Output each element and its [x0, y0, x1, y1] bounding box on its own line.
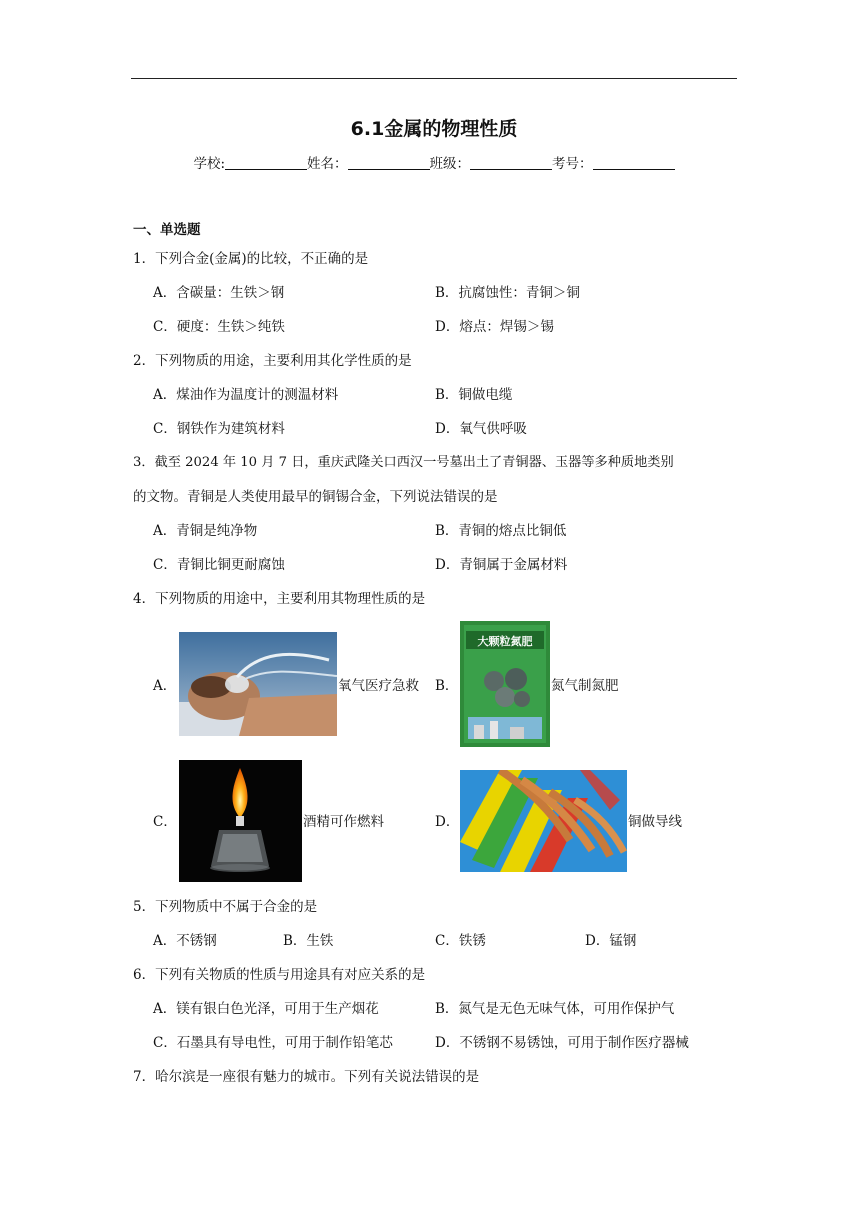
q6-stem: 6．下列有关物质的性质与用途具有对应关系的是 — [133, 967, 426, 983]
class-blank — [470, 155, 552, 170]
q1-option-c: C．硬度：生铁＞纯铁 — [153, 319, 285, 335]
q5-option-a: A．不锈钢 — [153, 933, 217, 949]
q2-option-c: C．钢铁作为建筑材料 — [153, 421, 285, 437]
name-blank — [348, 155, 430, 170]
q5-option-c: C．铁锈 — [435, 933, 486, 949]
q4-option-d-text: 铜做导线 — [628, 814, 682, 830]
q6-option-c: C．石墨具有导电性，可用于制作铅笔芯 — [153, 1035, 393, 1051]
q2-option-b: B．铜做电缆 — [435, 387, 513, 403]
q6-option-d: D．不锈钢不易锈蚀，可用于制作医疗器械 — [435, 1035, 689, 1051]
q2-stem: 2．下列物质的用途，主要利用其化学性质的是 — [133, 353, 412, 369]
student-info-line — [0, 152, 868, 172]
nitrogen-fertilizer-bag-image — [460, 621, 550, 747]
q5-option-d: D．锰钢 — [585, 933, 637, 949]
class-label: 班级： — [429, 156, 471, 172]
fertilizer-bag-label: 大颗粒氮肥 — [477, 635, 533, 648]
q3-option-a: A．青铜是纯净物 — [153, 523, 258, 539]
alcohol-lamp-illustration — [179, 760, 302, 882]
oxygen-mask-patient-image — [179, 632, 337, 736]
q2-option-a: A．煤油作为温度计的测温材料 — [153, 387, 339, 403]
q1-stem: 1．下列合金(金属)的比较，不正确的是 — [133, 251, 369, 267]
q3-option-c: C．青铜比铜更耐腐蚀 — [153, 557, 285, 573]
q3-stem-line1: 3．截至 2024 年 10 月 7 日，重庆武隆关口西汉一号墓出土了青铜器、玉器等多种质地类别 — [133, 455, 674, 470]
school-blank — [225, 155, 307, 170]
q4-option-a-letter: A． — [153, 678, 177, 694]
q4-option-b-text: 氮气制氮肥 — [551, 678, 619, 694]
page-title: 6.1金属的物理性质 — [350, 118, 518, 140]
q5-stem: 5．下列物质中不属于合金的是 — [133, 899, 318, 915]
name-label: 姓名： — [307, 156, 348, 172]
alcohol-lamp-image — [179, 760, 302, 882]
q1-option-a: A．含碳量：生铁＞钢 — [153, 285, 285, 301]
q2-option-d: D．氧气供呼吸 — [435, 421, 527, 437]
copper-wire-illustration — [460, 770, 627, 872]
header-rule — [131, 78, 737, 79]
exam-no-blank — [593, 155, 675, 170]
q3-stem-line2: 的文物。青铜是人类使用最早的铜锡合金，下列说法错误的是 — [133, 489, 498, 505]
q3-option-d: D．青铜属于金属材料 — [435, 557, 568, 573]
q6-option-a: A．镁有银白色光泽，可用于生产烟花 — [153, 1001, 379, 1017]
q1-option-b: B．抗腐蚀性：青铜＞铜 — [435, 285, 580, 301]
q4-option-c-letter: C． — [153, 814, 177, 830]
school-label: 学校: — [193, 156, 226, 172]
q1-option-d: D．熔点：焊锡＞锡 — [435, 319, 554, 335]
copper-wire-image — [460, 770, 627, 872]
q5-option-b: B．生铁 — [283, 933, 334, 949]
oxygen-mask-illustration — [179, 632, 337, 736]
exam-no-label: 考号： — [552, 156, 593, 172]
q6-option-b: B．氮气是无色无味气体，可用作保护气 — [435, 1001, 675, 1017]
q4-stem: 4．下列物质的用途中，主要利用其物理性质的是 — [133, 591, 426, 607]
q7-stem: 7．哈尔滨是一座很有魅力的城市。下列有关说法错误的是 — [133, 1069, 480, 1085]
section-title: 一、单选题 — [133, 222, 201, 238]
q4-option-d-letter: D． — [435, 814, 460, 830]
q4-option-b-letter: B． — [435, 678, 459, 694]
q4-option-a-text: 氧气医疗急救 — [338, 678, 419, 694]
q3-option-b: B．青铜的熔点比铜低 — [435, 523, 567, 539]
q4-option-c-text: 酒精可作燃料 — [303, 814, 384, 830]
fertilizer-bag-illustration — [460, 621, 550, 747]
